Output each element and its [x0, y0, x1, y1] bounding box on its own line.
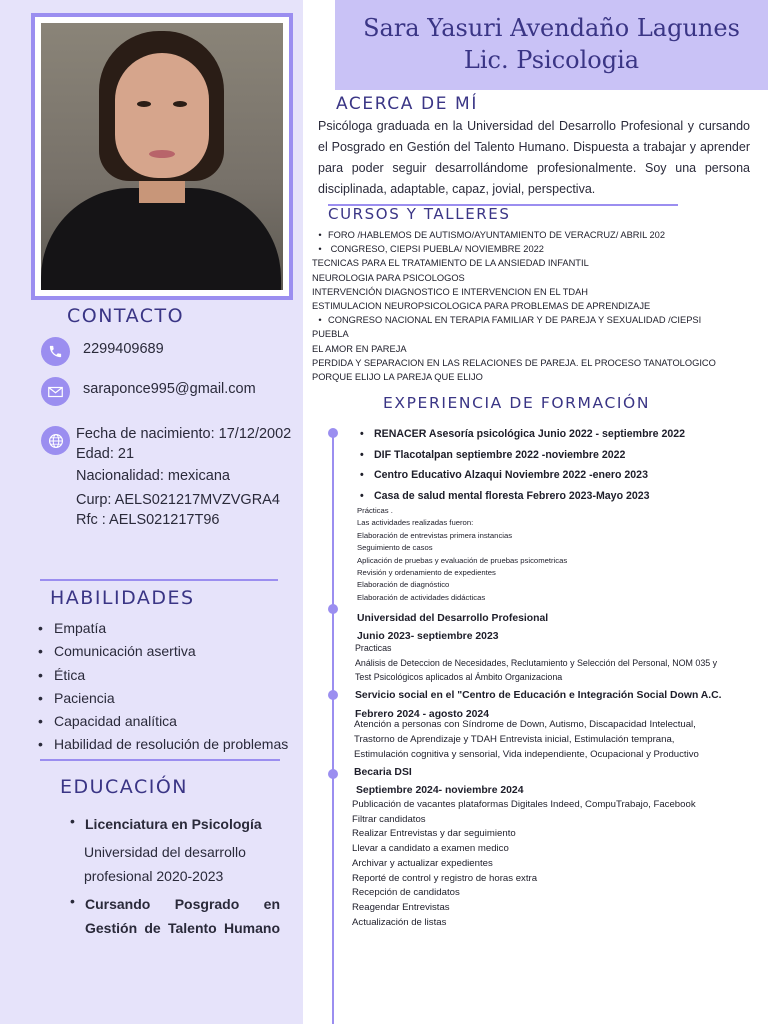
- bullet: •: [70, 893, 75, 909]
- header-name-block: [335, 12, 768, 76]
- udp-dates: Junio 2023- septiembre 2023: [357, 631, 499, 642]
- timeline-dot: [328, 769, 338, 779]
- phone-number[interactable]: 2299409689: [83, 341, 164, 357]
- skills-heading: HABILIDADES: [50, 587, 195, 609]
- school-line-2: profesional 2020-2023: [84, 868, 224, 884]
- job-title: Lic. Psicologia: [463, 46, 640, 74]
- experience-item: • RENACER Asesoría psicológica Junio 2022 - septiembre 2022: [358, 424, 685, 445]
- courses-heading: CURSOS Y TALLERES: [328, 205, 511, 223]
- detail-line: Trastorno de Aprendizaje y TDAH Entrevista inicial, Estimulación temprana,: [354, 734, 675, 745]
- phone-row: [41, 337, 164, 366]
- courses-list: [312, 228, 752, 384]
- about-text: Psicóloga graduada en la Universidad del Desarrollo Profesional y cursando el Posgrado en Gestión del Talento Humano. Dispuesta a trabajar y aprender para poder seguir desarrollándome profesionalmente. Soy una persona disciplinada, adaptable, capaz, jovial, perspectiva.: [318, 119, 750, 196]
- udp-details: [355, 641, 717, 685]
- about-heading: ACERCA DE MÍ: [336, 94, 478, 114]
- detail-line: Realizar Entrevistas y dar seguimiento: [352, 828, 516, 840]
- course-item: EL AMOR EN PAREJA: [312, 343, 407, 354]
- education-heading: EDUCACIÓN: [60, 776, 189, 798]
- course-item: PUEBLA: [312, 329, 349, 340]
- detail-line: Test Psicológicos aplicados al Ámbito Organizaciona: [355, 672, 563, 682]
- skill-item: • Habilidad de resolución de problemas: [36, 733, 288, 756]
- degree: Licenciatura en Psicología: [85, 816, 262, 832]
- curp: Curp: AELS021217MVZVGRA4: [76, 492, 280, 508]
- practice-activities: [357, 505, 567, 604]
- detail-line: Actualización de listas: [352, 916, 447, 928]
- detail-line: Reagendar Entrevistas: [352, 901, 450, 913]
- social-service-details: [354, 717, 699, 762]
- experience-places: [358, 424, 685, 506]
- info-row: [41, 424, 291, 530]
- full-name: Sara Yasuri Avendaño Lagunes: [363, 14, 740, 42]
- course-item: NEUROLOGIA PARA PSICOLOGOS: [312, 272, 465, 283]
- rfc: Rfc : AELS021217T96: [76, 512, 220, 528]
- detail-line: Reporté de control y registro de horas extra: [352, 872, 538, 884]
- contact-heading: CONTACTO: [67, 305, 185, 327]
- social-service-title: Servicio social en el "Centro de Educación e Integración Social Down A.C.: [355, 690, 722, 701]
- detail-line: Llevar a candidato a examen medico: [352, 843, 509, 855]
- detail-line: Filtrar candidatos: [352, 813, 426, 825]
- experience-item: • Centro Educativo Alzaqui Noviembre 2022 -enero 2023: [358, 465, 685, 486]
- course-item: • CONGRESO NACIONAL EN TERAPIA FAMILIAR Y DE PAREJA Y SEXUALIDAD /CIEPSI: [312, 313, 752, 327]
- detail-line: Atención a personas con Síndrome de Down, Autismo, Discapacidad Intelectual,: [354, 719, 696, 730]
- age: Edad: 21: [76, 446, 135, 462]
- activity-item: Elaboración de entrevistas primera instancias: [357, 530, 513, 540]
- course-item: • CONGRESO, CIEPSI PUEBLA/ NOVIEMBRE 2022: [312, 242, 752, 256]
- divider: [40, 579, 278, 581]
- course-item: PORQUE ELIJO LA PAREJA QUE ELIJO: [312, 372, 483, 383]
- activity-item: Las actividades realizadas fueron:: [357, 518, 474, 528]
- postgrad: Cursando Posgrado en Gestión de Talento Humano: [85, 896, 280, 936]
- course-item: • FORO /HABLEMOS DE AUTISMO/AYUNTAMIENTO DE VERACRUZ/ ABRIL 202: [312, 228, 752, 242]
- activity-item: Aplicación de pruebas y evaluación de pruebas psicometricas: [357, 555, 568, 565]
- bullet: •: [70, 813, 75, 829]
- school-line-1: Universidad del desarrollo: [84, 844, 246, 860]
- timeline-dot: [328, 690, 338, 700]
- experience-item: • Casa de salud mental floresta Febrero 2023-Mayo 2023: [358, 486, 685, 507]
- becaria-details: [352, 798, 696, 930]
- profile-photo: [41, 23, 283, 290]
- detail-line: Estimulación cognitiva y sensorial, Vida independiente, Ocupacional y Productivo: [354, 749, 699, 760]
- divider: [40, 759, 280, 761]
- timeline-dot: [328, 428, 338, 438]
- detail-line: Recepción de candidatos: [352, 887, 460, 899]
- becaria-dates: Septiembre 2024- noviembre 2024: [356, 785, 524, 796]
- profile-photo-frame: [31, 13, 293, 300]
- activity-item: Elaboración de actividades didácticas: [357, 592, 486, 602]
- skill-item: • Ética: [36, 664, 288, 687]
- activity-item: Revisión y ordenamiento de expedientes: [357, 568, 496, 578]
- timeline-dot: [328, 604, 338, 614]
- experience-item: • DIF Tlacotalpan septiembre 2022 -noviembre 2022: [358, 445, 685, 466]
- globe-icon: [41, 426, 70, 455]
- course-item: ESTIMULACION NEUROPSICOLOGICA PARA PROBLEMAS DE APRENDIZAJE: [312, 301, 651, 312]
- course-item: INTERVENCIÓN DIAGNOSTICO E INTERVENCION EN EL TDAH: [312, 286, 589, 297]
- course-item: TECNICAS PARA EL TRATAMIENTO DE LA ANSIEDAD INFANTIL: [312, 258, 589, 269]
- course-item: PERDIDA Y SEPARACION EN LAS RELACIONES DE PAREJA. EL PROCESO TANATOLOGICO: [312, 357, 716, 368]
- detail-line: Practicas: [355, 643, 392, 653]
- envelope-icon: [41, 377, 70, 406]
- skill-item: • Comunicación asertiva: [36, 640, 288, 663]
- email-row: [41, 377, 256, 406]
- skills-list: [36, 617, 288, 757]
- detail-line: Archivar y actualizar expedientes: [352, 857, 493, 869]
- udp-title: Universidad del Desarrollo Profesional: [357, 613, 549, 624]
- activity-item: Elaboración de diagnóstico: [357, 580, 450, 590]
- skill-item: • Paciencia: [36, 687, 288, 710]
- timeline-line: [332, 432, 334, 1024]
- becaria-title: Becaria DSI: [354, 767, 412, 778]
- nationality: Nacionalidad: mexicana: [76, 468, 230, 484]
- email-address[interactable]: saraponce995@gmail.com: [83, 381, 256, 397]
- detail-line: Análisis de Deteccion de Necesidades, Reclutamiento y Selección del Personal, NOM 035 y: [355, 657, 718, 668]
- experience-heading: EXPERIENCIA DE FORMACIÓN: [383, 394, 651, 412]
- phone-icon: [41, 337, 70, 366]
- birth-date: Fecha de nacimiento: 17/12/2002: [76, 426, 292, 442]
- activity-item: Prácticas .: [357, 506, 393, 515]
- activity-item: Seguimiento de casos: [357, 543, 433, 553]
- skill-item: • Empatía: [36, 617, 288, 640]
- detail-line: Publicación de vacantes plataformas Digitales Indeed, CompuTrabajo, Facebook: [352, 799, 696, 810]
- social-service-dates: Febrero 2024 - agosto 2024: [355, 709, 489, 720]
- skill-item: • Capacidad analítica: [36, 710, 288, 733]
